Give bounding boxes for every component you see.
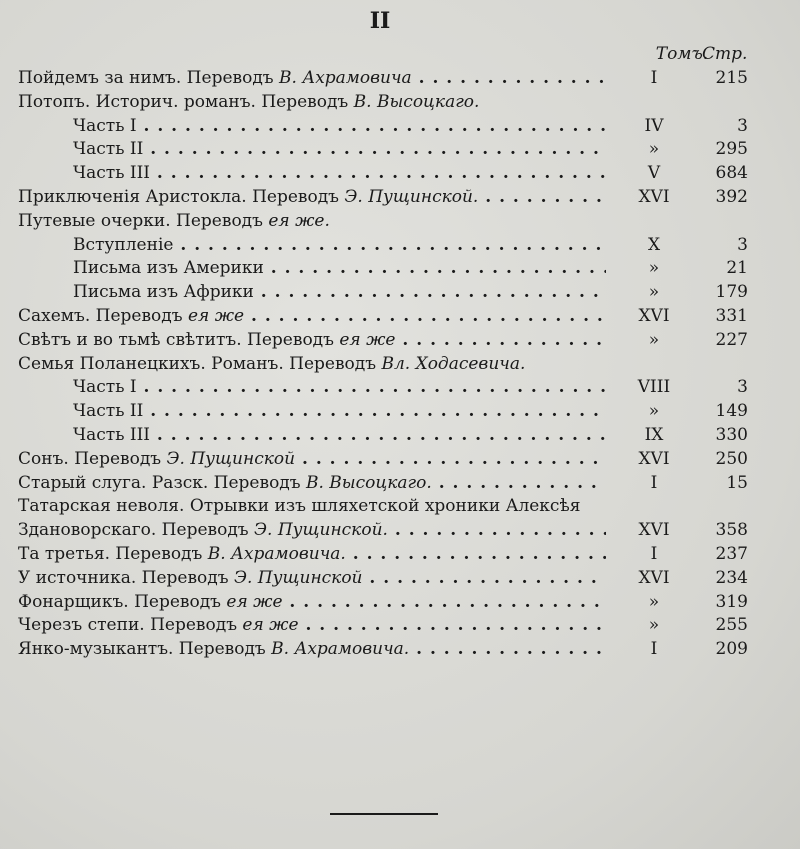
entry-volume: XVI	[638, 520, 670, 541]
toc-entry	[0, 281, 800, 305]
table-of-contents	[0, 67, 800, 662]
entry-translator: Э. Пущинской.	[254, 520, 388, 541]
entry-page: 227	[715, 329, 748, 350]
entry-title	[18, 472, 606, 496]
entry-title	[18, 638, 606, 662]
entry-title	[73, 138, 606, 162]
entry-title	[73, 424, 606, 448]
entry-title	[18, 495, 606, 519]
entry-title-text: Янко-музыкантъ. Переводъ	[18, 639, 272, 660]
entry-volume: VIII	[637, 377, 671, 398]
toc-entry	[0, 162, 800, 186]
entry-page: 330	[715, 424, 748, 445]
entry-volume: XVI	[638, 305, 670, 326]
entry-translator: Э. Пущинской.	[344, 186, 479, 207]
entry-translator: ея же	[187, 305, 245, 326]
entry-page: 149	[715, 401, 748, 422]
entry-volume: I	[650, 639, 658, 660]
toc-entry	[0, 67, 800, 91]
entry-page: 215	[715, 68, 748, 88]
entry-translator: В. Высоцкаго.	[353, 91, 480, 112]
entry-title	[18, 519, 606, 543]
entry-title-text: Часть I	[73, 377, 137, 398]
entry-volume: »	[648, 139, 660, 160]
toc-entry	[0, 329, 800, 353]
entry-page: 237	[715, 543, 748, 564]
volume-column-header: Томъ.	[655, 44, 709, 64]
entry-page: 3	[737, 377, 748, 398]
toc-entry	[0, 424, 800, 448]
entry-title	[18, 614, 606, 638]
entry-title-text: Путевые очерки. Переводъ	[18, 210, 269, 231]
page-column-header: Стр.	[702, 44, 748, 64]
toc-entry	[0, 138, 800, 162]
toc-entry	[0, 376, 800, 400]
entry-title-text: У источника. Переводъ	[18, 567, 234, 588]
toc-entry	[0, 305, 800, 329]
entry-translator: ея же	[226, 591, 283, 612]
entry-title	[73, 376, 606, 400]
entry-page: 234	[715, 567, 748, 588]
entry-title-text: Часть I	[73, 115, 137, 136]
entry-title-text: Письма изъ Африки	[73, 282, 254, 303]
entry-page: 3	[737, 234, 748, 255]
entry-page: 295	[715, 139, 748, 160]
entry-title	[18, 91, 606, 115]
entry-volume: »	[648, 282, 660, 303]
entry-title-text: Здановорскаго. Переводъ	[18, 520, 254, 541]
entry-page: 331	[715, 305, 748, 326]
entry-title	[18, 591, 606, 615]
end-rule-divider	[330, 813, 438, 815]
entry-page: 3	[737, 115, 748, 136]
entry-title-text: Потопъ. Историч. романъ. Переводъ	[18, 91, 354, 112]
entry-volume: »	[648, 401, 660, 422]
entry-translator: Э. Пущинской	[233, 567, 363, 588]
entry-title	[18, 305, 606, 329]
entry-page: 15	[726, 472, 748, 493]
entry-volume: XVI	[638, 448, 670, 469]
toc-entry	[0, 614, 800, 638]
entry-page: 319	[715, 591, 748, 612]
entry-volume: V	[647, 163, 661, 184]
toc-entry	[0, 519, 800, 543]
entry-translator: ея же	[339, 329, 396, 350]
entry-page: 250	[715, 448, 748, 469]
entry-title-text: Приключенія Аристокла. Переводъ	[18, 186, 345, 207]
entry-title-text: Старый слуга. Разск. Переводъ	[18, 472, 306, 493]
entry-translator: ея же	[242, 615, 299, 636]
entry-title	[73, 162, 606, 186]
entry-title	[73, 115, 606, 139]
toc-entry	[0, 591, 800, 615]
entry-title-text: Часть III	[73, 163, 151, 184]
entry-page: 209	[715, 639, 748, 660]
toc-entry	[0, 448, 800, 472]
entry-title-text: Фонарщикъ. Переводъ	[18, 591, 227, 612]
entry-volume: I	[650, 543, 658, 564]
entry-title	[73, 281, 606, 305]
entry-translator: Э. Пущинской	[166, 448, 296, 469]
entry-title	[18, 448, 606, 472]
toc-entry	[0, 115, 800, 139]
entry-translator: В. Ахрамовича.	[207, 543, 346, 564]
toc-entry	[0, 186, 800, 210]
entry-volume: »	[648, 329, 660, 350]
toc-entry	[0, 234, 800, 258]
entry-page: 255	[715, 615, 748, 636]
entry-title-text: Вступленіе	[73, 234, 174, 255]
toc-entry	[0, 353, 800, 377]
entry-page: 684	[715, 163, 748, 184]
entry-volume: »	[648, 258, 660, 279]
entry-title-text: Черезъ степи. Переводъ	[18, 615, 243, 636]
entry-volume: »	[648, 591, 660, 612]
entry-volume: »	[648, 615, 660, 636]
entry-translator: В. Ахрамовича	[279, 68, 412, 88]
entry-volume: X	[647, 234, 661, 255]
entry-title-text: Часть II	[73, 139, 144, 160]
toc-entry	[0, 543, 800, 567]
entry-title	[18, 329, 606, 353]
entry-volume: I	[650, 472, 658, 493]
entry-title	[73, 400, 606, 424]
entry-volume: XVI	[638, 567, 670, 588]
entry-translator: В. Ахрамовича.	[271, 639, 410, 660]
entry-page: 179	[715, 282, 748, 303]
entry-title	[18, 543, 606, 567]
entry-title-text: Та третья. Переводъ	[18, 543, 208, 564]
entry-title-text: Письма изъ Америки	[73, 258, 264, 279]
entry-title-text: Часть II	[73, 401, 144, 422]
toc-entry	[0, 495, 800, 519]
entry-title	[73, 257, 606, 281]
entry-volume: IX	[644, 424, 664, 445]
entry-volume: XVI	[638, 186, 670, 207]
toc-entry	[0, 400, 800, 424]
toc-entry	[0, 91, 800, 115]
entry-page: 358	[715, 520, 748, 541]
entry-title	[18, 67, 606, 91]
entry-title-text: Семья Поланецкихъ. Романъ. Переводъ	[18, 353, 382, 374]
entry-translator: В. Высоцкаго.	[306, 472, 432, 493]
entry-translator: Вл. Ходасевича.	[381, 353, 526, 374]
entry-volume: I	[650, 68, 658, 88]
toc-entry	[0, 472, 800, 496]
entry-title-text: Пойдемъ за нимъ. Переводъ	[18, 68, 280, 88]
entry-page: 392	[715, 186, 748, 207]
entry-title	[18, 210, 606, 234]
entry-title	[18, 353, 606, 377]
page-number: II	[369, 8, 391, 34]
toc-entry	[0, 638, 800, 662]
entry-title	[18, 186, 606, 210]
entry-title-text: Сонъ. Переводъ	[18, 448, 167, 469]
toc-entry	[0, 567, 800, 591]
entry-title	[18, 567, 606, 591]
toc-entry	[0, 210, 800, 234]
entry-volume: IV	[644, 115, 664, 136]
entry-page: 21	[726, 258, 748, 279]
entry-title-text: Свѣтъ и во тьмѣ свѣтитъ. Переводъ	[18, 329, 340, 350]
entry-title	[73, 234, 606, 258]
entry-translator: ея же.	[268, 210, 330, 231]
entry-title-text: Часть III	[73, 424, 151, 445]
entry-title-text: Татарская неволя. Отрывки изъ шляхетской хроники Алексѣя	[18, 496, 581, 517]
toc-entry	[0, 257, 800, 281]
entry-title-text: Сахемъ. Переводъ	[18, 305, 188, 326]
